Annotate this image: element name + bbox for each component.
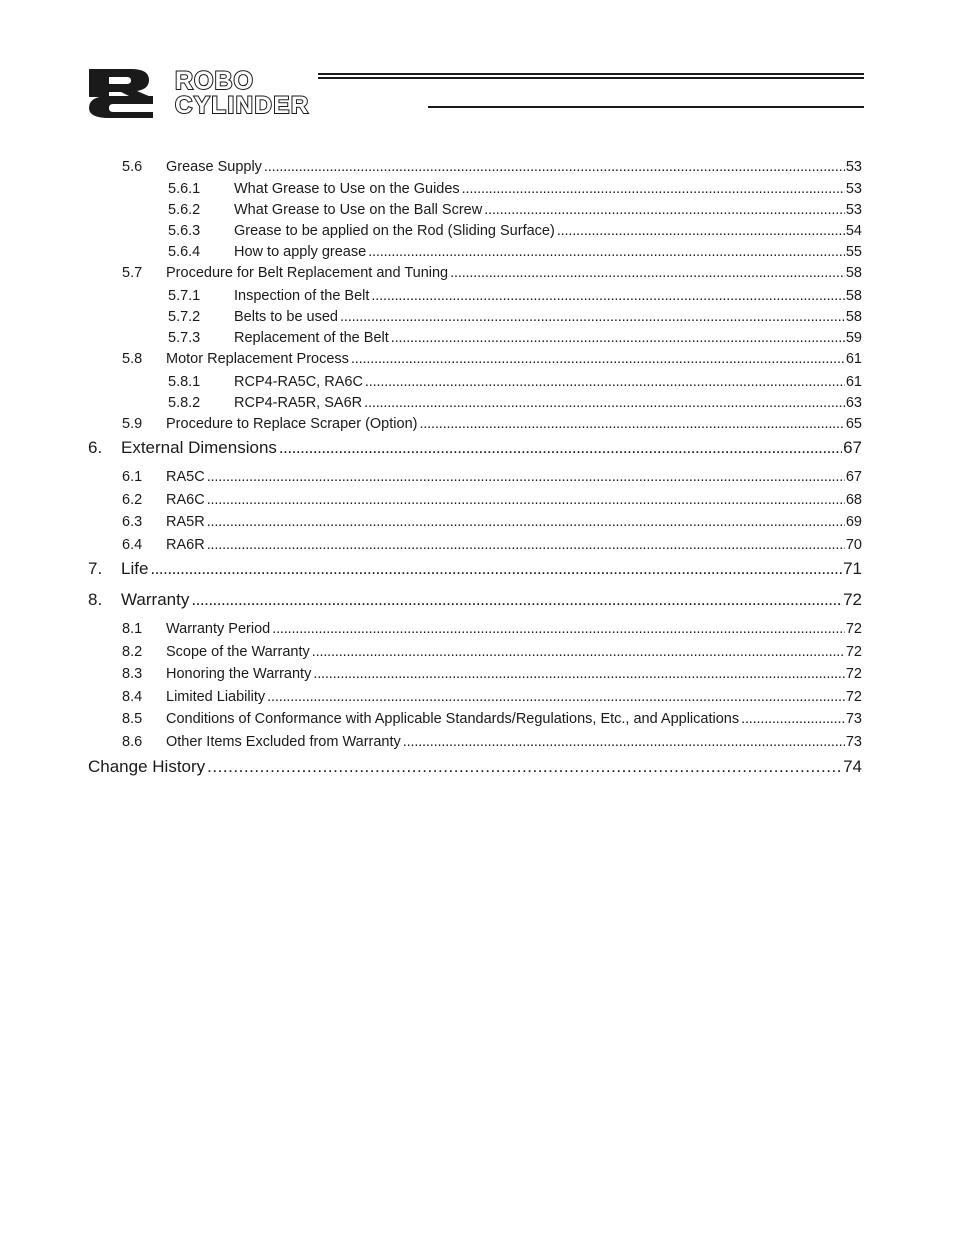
toc-entry[interactable]: [122, 666, 862, 682]
logo-word-robo: ROBO: [175, 67, 254, 95]
toc-entry-number: 8.3: [122, 666, 143, 682]
toc-entry[interactable]: [168, 330, 862, 346]
toc-entry-page-number: 72: [845, 644, 862, 660]
toc-entry-page-number: 67: [845, 469, 862, 485]
toc-dot-leader: [741, 711, 845, 727]
toc-entry[interactable]: [168, 395, 862, 411]
toc-entry[interactable]: [168, 181, 862, 197]
toc-dot-leader: [207, 514, 845, 530]
toc-entry-page-number: 59: [845, 330, 862, 346]
toc-entry-number: 5.6.3: [168, 223, 201, 239]
toc-dot-leader: [351, 351, 845, 367]
toc-entry-page-number: 74: [843, 757, 862, 776]
toc-entry-number: 8.5: [122, 711, 143, 727]
toc-entry-title: Warranty: [121, 590, 190, 609]
toc-entry-number: 6.4: [122, 537, 143, 553]
toc-entry[interactable]: [122, 416, 862, 432]
toc-entry-page-number: 69: [845, 514, 862, 530]
toc-entry[interactable]: [168, 374, 862, 390]
toc-entry[interactable]: [122, 265, 862, 281]
toc-dot-leader: [450, 265, 845, 281]
toc-entry[interactable]: [122, 351, 862, 367]
toc-entry-page-number: 61: [845, 374, 862, 390]
toc-entry-page-number: 53: [845, 159, 862, 175]
toc-entry-title: Replacement of the Belt: [234, 330, 389, 346]
toc-entry-page-number: 71: [843, 559, 862, 578]
toc-entry-title: Grease to be applied on the Rod (Sliding Surface): [234, 223, 555, 239]
toc-entry[interactable]: [122, 159, 862, 175]
toc-entry-number: 8.6: [122, 734, 143, 750]
toc-entry-title: RCP4-RA5R, SA6R: [234, 395, 363, 411]
toc-entry-page-number: 63: [845, 395, 862, 411]
toc-entry[interactable]: [88, 559, 862, 579]
toc-entry-number: 5.7.1: [168, 288, 201, 304]
toc-entry-title: Honoring the Warranty: [166, 666, 312, 682]
toc-entry-page-number: 72: [845, 621, 862, 637]
toc-entry-number: 6.2: [122, 492, 143, 508]
toc-entry[interactable]: [168, 244, 862, 260]
toc-dot-leader: [364, 395, 845, 411]
toc-entry[interactable]: [122, 621, 862, 637]
toc-entry-title: External Dimensions: [121, 438, 277, 457]
toc-entry[interactable]: [122, 644, 862, 660]
toc-entry-number: 8.2: [122, 644, 143, 660]
toc-dot-leader: [462, 181, 845, 197]
toc-entry-page-number: 72: [845, 689, 862, 705]
toc-entry-title: RCP4-RA5C, RA6C: [234, 374, 363, 390]
toc-entry[interactable]: [168, 202, 862, 218]
toc-entry-title: What Grease to Use on the Guides: [234, 181, 460, 197]
toc-entry-title: RA5C: [166, 469, 205, 485]
toc-dot-leader: [267, 689, 845, 705]
toc-entry[interactable]: [168, 309, 862, 325]
toc-entry-page-number: 73: [845, 734, 862, 750]
toc-entry-title: Other Items Excluded from Warranty: [166, 734, 401, 750]
toc-entry-number: 5.8.2: [168, 395, 201, 411]
toc-entry-page-number: 61: [845, 351, 862, 367]
toc-entry-page-number: 58: [845, 309, 862, 325]
toc-dot-leader: [419, 416, 844, 432]
toc-entry-page-number: 55: [845, 244, 862, 260]
toc-entry-number: 6.: [88, 438, 103, 457]
toc-entry-title: RA6R: [166, 537, 205, 553]
toc-dot-leader: [272, 621, 845, 637]
toc-entry-title: Limited Liability: [166, 689, 266, 705]
toc-entry-title: RA5R: [166, 514, 205, 530]
toc-dot-leader: [191, 590, 842, 610]
toc-entry-page-number: 72: [845, 666, 862, 682]
toc-dot-leader: [371, 288, 844, 304]
toc-entry[interactable]: [122, 689, 862, 705]
toc-entry-page-number: 53: [845, 181, 862, 197]
toc-dot-leader: [368, 244, 845, 260]
toc-entry-title: What Grease to Use on the Ball Screw: [234, 202, 483, 218]
toc-dot-leader: [207, 537, 845, 553]
toc-entry-title: Change History: [88, 757, 206, 776]
toc-entry-page-number: 70: [845, 537, 862, 553]
toc-entry-number: 5.9: [122, 416, 143, 432]
toc-entry[interactable]: [122, 537, 862, 553]
toc-dot-leader: [365, 374, 845, 390]
logo-word-cylinder: CYLINDER: [175, 92, 310, 119]
toc-entry-title: Scope of the Warranty: [166, 644, 310, 660]
toc-entry-number: 6.3: [122, 514, 143, 530]
toc-dot-leader: [150, 559, 842, 579]
toc-entry-number: 5.8.1: [168, 374, 201, 390]
toc-entry[interactable]: [122, 711, 862, 727]
toc-entry-number: 5.7.2: [168, 309, 201, 325]
toc-entry-title: Warranty Period: [166, 621, 271, 637]
toc-dot-leader: [403, 734, 845, 750]
toc-dot-leader: [557, 223, 845, 239]
toc-entry[interactable]: [88, 438, 862, 458]
toc-entry-page-number: 53: [845, 202, 862, 218]
toc-entry-title: Grease Supply: [166, 159, 262, 175]
toc-dot-leader: [391, 330, 845, 346]
toc-entry-title: RA6C: [166, 492, 205, 508]
toc-entry-number: 7.: [88, 559, 103, 578]
toc-entry[interactable]: [122, 469, 862, 485]
toc-entry[interactable]: [122, 514, 862, 530]
toc-entry-page-number: 58: [845, 288, 862, 304]
toc-dot-leader: [340, 309, 845, 325]
toc-entry-title: Conditions of Conformance with Applicable Standards/Regulations, Etc., and Applications: [166, 711, 740, 727]
toc-dot-leader: [207, 469, 845, 485]
toc-entry[interactable]: [168, 223, 862, 239]
toc-entry-number: 5.7.3: [168, 330, 201, 346]
toc-entry-page-number: 58: [845, 265, 862, 281]
toc-entry-number: 5.6.2: [168, 202, 201, 218]
toc-entry-title: Belts to be used: [234, 309, 338, 325]
toc-entry[interactable]: [122, 734, 862, 750]
toc-entry[interactable]: [168, 288, 862, 304]
toc-entry-page-number: 72: [843, 590, 862, 609]
toc-entry-number: 5.8: [122, 351, 143, 367]
toc-entry[interactable]: [88, 590, 862, 610]
toc-entry-page-number: 54: [845, 223, 862, 239]
toc-entry-number: 5.7: [122, 265, 143, 281]
toc-entry-page-number: 67: [843, 438, 862, 457]
toc-entry-number: 5.6.1: [168, 181, 201, 197]
toc-entry[interactable]: [88, 757, 862, 777]
toc-entry-title: Life: [121, 559, 149, 578]
toc-entry-page-number: 65: [845, 416, 862, 432]
toc-entry-title: Procedure to Replace Scraper (Option): [166, 416, 418, 432]
toc-entry-title: Motor Replacement Process: [166, 351, 349, 367]
toc-entry-number: 8.4: [122, 689, 143, 705]
toc-dot-leader: [312, 644, 845, 660]
toc-entry-page-number: 68: [845, 492, 862, 508]
toc-dot-leader: [484, 202, 845, 218]
toc-entry-number: 6.1: [122, 469, 143, 485]
toc-entry-number: 5.6: [122, 159, 143, 175]
toc-dot-leader: [279, 438, 842, 458]
toc-dot-leader: [264, 159, 845, 175]
toc-entry-number: 5.6.4: [168, 244, 201, 260]
toc-entry-title: Procedure for Belt Replacement and Tuning: [166, 265, 449, 281]
toc-dot-leader: [207, 492, 845, 508]
toc-dot-leader: [207, 757, 842, 777]
toc-entry-title: How to apply grease: [234, 244, 367, 260]
toc-entry-title: Inspection of the Belt: [234, 288, 370, 304]
toc-entry-page-number: 73: [845, 711, 862, 727]
toc-entry-number: 8.: [88, 590, 103, 609]
toc-entry-number: 8.1: [122, 621, 143, 637]
toc-entry[interactable]: [122, 492, 862, 508]
toc-dot-leader: [313, 666, 845, 682]
